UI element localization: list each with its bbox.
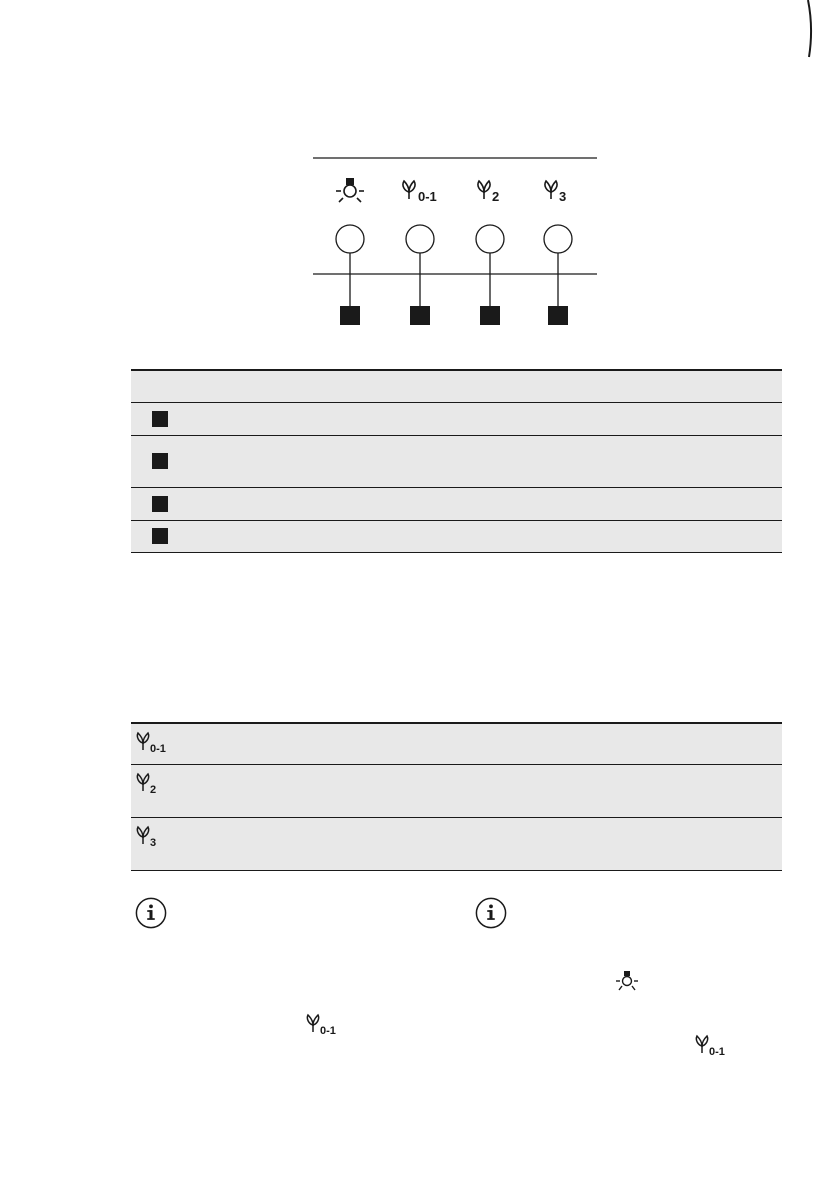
- fan-speed-3-button: [544, 225, 572, 253]
- fan-speed-2-icon: [135, 772, 175, 798]
- speed-row-3: [131, 818, 782, 871]
- legend-table: [131, 369, 782, 553]
- legend-row-3: [131, 488, 782, 521]
- callout-marker-square: [152, 528, 168, 544]
- svg-text:0-1: 0-1: [418, 189, 437, 204]
- legend-table-header: [131, 369, 782, 403]
- callout-marker-square: [152, 453, 168, 469]
- callout-marker-2: [410, 306, 430, 325]
- fan-speed-0-1-button: [406, 225, 434, 253]
- light-icon: [336, 178, 364, 202]
- svg-text:3: 3: [559, 189, 567, 204]
- info-icon: [135, 897, 167, 929]
- fan-speed-3-icon: [545, 181, 566, 204]
- fan-speed-2-button: [476, 225, 504, 253]
- speed-row-2: [131, 765, 782, 818]
- legend-row-2: [131, 436, 782, 488]
- fan-speed-0-1-icon: [135, 731, 175, 757]
- callout-marker-square: [152, 496, 168, 512]
- callout-marker-4: [548, 306, 568, 325]
- fan-speed-3-icon: [135, 825, 175, 851]
- svg-text:0-1: 0-1: [709, 1046, 725, 1058]
- fan-speed-table: [131, 722, 782, 871]
- fan-speed-2-icon: [478, 181, 499, 204]
- svg-text:0-1: 0-1: [320, 1025, 336, 1037]
- page-curl-line: [0, 0, 839, 60]
- info-icon: [475, 897, 507, 929]
- control-panel-diagram: [300, 150, 610, 340]
- callout-marker-square: [152, 411, 168, 427]
- svg-text:2: 2: [150, 784, 157, 796]
- legend-row-1: [131, 403, 782, 436]
- light-icon: [614, 970, 640, 996]
- legend-row-4: [131, 521, 782, 553]
- svg-text:3: 3: [150, 837, 157, 849]
- speed-row-0-1: [131, 722, 782, 765]
- fan-speed-0-1-icon: [305, 1013, 345, 1037]
- fan-speed-0-1-icon: [694, 1034, 734, 1058]
- fan-speed-0-1-icon: [403, 181, 437, 204]
- svg-text:0-1: 0-1: [150, 743, 166, 755]
- svg-text:2: 2: [492, 189, 500, 204]
- callout-marker-3: [480, 306, 500, 325]
- light-button: [336, 225, 364, 253]
- callout-marker-1: [340, 306, 360, 325]
